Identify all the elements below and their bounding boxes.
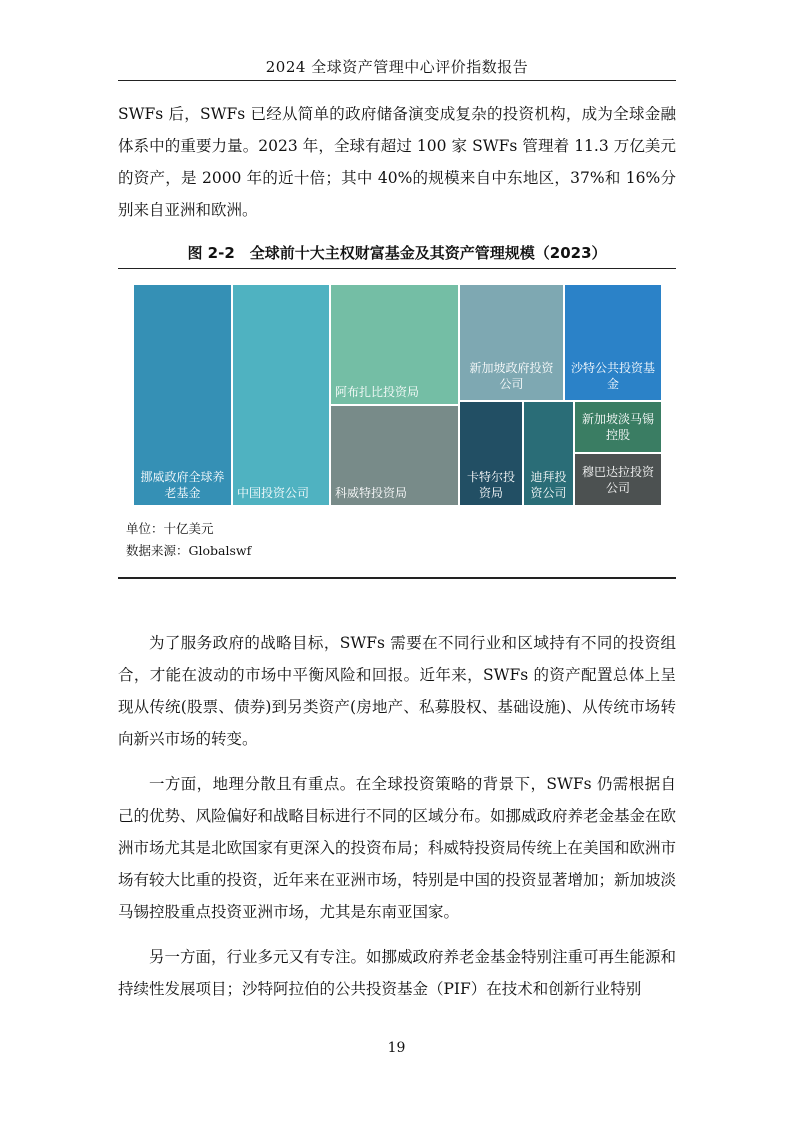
source-note: 数据来源：Globalswf: [126, 543, 252, 558]
tile-label-pif: 沙特公共投资基金: [570, 361, 655, 391]
tile-label-adia: 阿布扎比投资局: [335, 385, 420, 399]
tile-label-gic: 新加坡政府投资公司: [469, 361, 554, 391]
tile-pif: [565, 285, 661, 400]
tile-norway: [134, 285, 231, 505]
tile-gic: [460, 285, 563, 400]
figure-top-rule: [118, 268, 676, 269]
tile-label-kia: 科威特投资局: [335, 486, 408, 500]
tile-label-norway: 挪威政府全球养老基金: [140, 470, 225, 500]
paragraph-4: 另一方面，行业多元又有专注。如挪威政府养老金基金特别注重可再生能源和持续性发展项目；沙特阿拉伯的公共投资基金（PIF）在技术和创新行业特别: [118, 948, 677, 998]
figure-title: 图 2-2 全球前十大主权财富基金及其资产管理规模（2023）: [187, 244, 607, 262]
tile-label-temasek: 新加坡淡马锡控股: [581, 412, 654, 442]
figure-bottom-rule: [118, 577, 676, 579]
page-number: 19: [387, 1040, 406, 1056]
paragraph-1: SWFs 后，SWFs 已经从简单的政府储备演变成复杂的投资机构，成为全球金融体系中的重要力量。2023 年，全球有超过 100 家 SWFs 管理着 11.3 万亿美元的资产，是 2000 年的近十倍；其中 40%的规模来自中东地区，37%和 16%分别来自亚洲和欧洲。: [118, 105, 676, 219]
tile-label-qia: 卡特尔投资局: [466, 470, 515, 500]
header-rule: [118, 80, 676, 81]
tile-mubadala: [575, 454, 661, 505]
tile-label-mubadala: 穆巴达拉投资公司: [581, 464, 654, 495]
tile-label-cic: 中国投资公司: [237, 486, 310, 500]
tile-label-icd: 迪拜投资公司: [530, 470, 567, 500]
tile-icd: [524, 402, 573, 505]
tile-kia: [331, 406, 458, 505]
treemap-chart: [134, 285, 661, 505]
tile-cic: [233, 285, 329, 505]
paragraph-2: 为了服务政府的战略目标，SWFs 需要在不同行业和区域持有不同的投资组合，才能在波动的市场中平衡风险和回报。近年来，SWFs 的资产配置总体上呈现从传统(股票、债券)到另类资产(房地产、私募股权、基础设施)、从传统市场转向新兴市场的转变。: [118, 634, 676, 748]
tile-qia: [460, 402, 522, 505]
paragraph-3: 一方面，地理分散且有重点。在全球投资策略的背景下，SWFs 仍需根据自己的优势、风险偏好和战略目标进行不同的区域分布。如挪威政府养老金基金在欧洲市场尤其是北欧国家有更深入的投资布局；科威特投资局传统上在美国和欧洲市场有较大比重的投资，近年来在亚洲市场，特别是中国的投资显著增加；新加坡淡马锡控股重点投资亚洲市场，尤其是东南亚国家。: [118, 775, 677, 921]
tile-temasek: [575, 402, 661, 452]
unit-note: 单位：十亿美元: [126, 521, 214, 536]
tile-adia: [331, 285, 458, 404]
running-header: 2024 全球资产管理中心评价指数报告: [265, 58, 529, 76]
